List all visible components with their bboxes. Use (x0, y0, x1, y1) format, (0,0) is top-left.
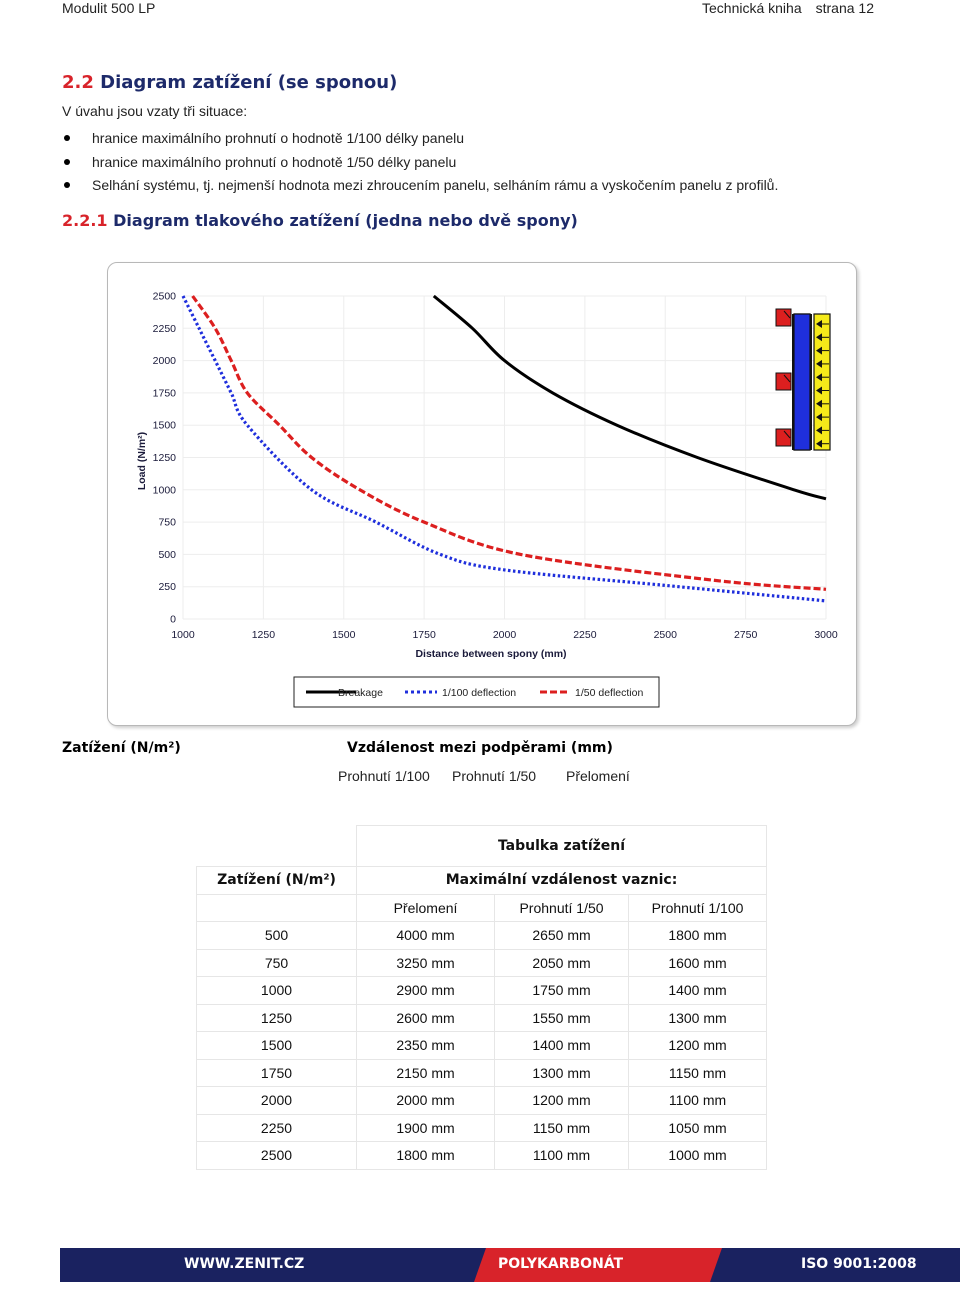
table-row (197, 1059, 767, 1087)
table-load-cell: 2000 (197, 1087, 357, 1115)
section-title: Diagram zatížení (se sponou) (100, 72, 398, 93)
table-distance-cell: 1200 mm (629, 1032, 767, 1060)
header-doc-title: Technická kniha (702, 0, 802, 16)
table-distance-cell: 1100 mm (629, 1087, 767, 1115)
table-distance-cell: 1400 mm (495, 1032, 629, 1060)
list-item: hranice maximálního prohnutí o hodnotě 1/100 délky panelu (62, 128, 778, 152)
table-distance-cell: 1550 mm (495, 1004, 629, 1032)
table-load-cell: 500 (197, 922, 357, 950)
x-tick-label: 1500 (332, 629, 356, 641)
table-row (197, 1087, 767, 1115)
sub-label-1-100: Prohnutí 1/100 (338, 768, 430, 784)
sub-label-breakage: Přelomení (566, 768, 630, 784)
table-distance-cell: 1400 mm (629, 977, 767, 1005)
footer-website[interactable]: WWW.ZENIT.CZ (184, 1256, 305, 1272)
load-label: Zatížení (N/m²) (62, 740, 181, 756)
legend-label-1-50: 1/50 deflection (575, 687, 644, 699)
x-tick-label: 2250 (573, 629, 597, 641)
load-chart (107, 262, 857, 726)
table-distance-header: Maximální vzdálenost vaznic: (357, 867, 767, 895)
header-doc-info (702, 0, 874, 16)
table-distance-cell: 4000 mm (357, 922, 495, 950)
table-row (197, 1114, 767, 1142)
subsection-title: Diagram tlakového zatížení (jedna nebo dvě spony) (113, 211, 578, 230)
legend-label-1-100: 1/100 deflection (442, 687, 517, 699)
series-line-0 (434, 296, 826, 499)
load-chart-svg (108, 263, 856, 725)
table-distance-cell: 2050 mm (495, 949, 629, 977)
table-load-cell: 2250 (197, 1114, 357, 1142)
table-title: Tabulka zatížení (357, 826, 767, 867)
table-distance-cell: 1100 mm (495, 1142, 629, 1170)
legend-label-breakage: Breakage (338, 687, 383, 699)
table-row (197, 977, 767, 1005)
table-distance-cell: 1150 mm (495, 1114, 629, 1142)
table-row (197, 922, 767, 950)
table-load-cell: 1750 (197, 1059, 357, 1087)
footer-banner (60, 1248, 960, 1282)
table-distance-cell: 1200 mm (495, 1087, 629, 1115)
x-tick-label: 2000 (492, 629, 517, 641)
subsection-number: 2.2.1 (62, 211, 108, 230)
list-item: Selhání systému, tj. nejmenší hodnota mezi zhroucením panelu, selháním rámu a vyskočením panelu z profilů. (62, 175, 778, 199)
table-distance-cell: 1000 mm (629, 1142, 767, 1170)
table-distance-cell: 2000 mm (357, 1087, 495, 1115)
x-tick-label: 2750 (733, 629, 758, 641)
y-tick-label: 1500 (152, 419, 176, 432)
table-distance-cell: 2350 mm (357, 1032, 495, 1060)
section-heading (62, 72, 397, 93)
distance-label: Vzdálenost mezi podpěrami (mm) (347, 740, 613, 756)
list-item: hranice maximálního prohnutí o hodnotě 1/50 délky panelu (62, 152, 778, 176)
table-column-header: Prohnutí 1/100 (629, 894, 767, 922)
table-load-header: Zatížení (N/m²) (197, 867, 357, 895)
series-line-2 (193, 296, 826, 589)
table-row (197, 1032, 767, 1060)
y-axis-label: Load (N/m²) (136, 431, 148, 491)
table-load-cell: 1250 (197, 1004, 357, 1032)
table-distance-cell: 3250 mm (357, 949, 495, 977)
header-page-number: strana 12 (815, 0, 874, 16)
y-tick-label: 2250 (152, 322, 176, 335)
y-tick-label: 500 (158, 548, 176, 561)
table-distance-cell: 1050 mm (629, 1114, 767, 1142)
x-axis-label: Distance between spony (mm) (415, 648, 567, 660)
table-row (197, 1142, 767, 1170)
table-column-header: Prohnutí 1/50 (495, 894, 629, 922)
table-distance-cell: 1300 mm (629, 1004, 767, 1032)
chart-legend (294, 677, 659, 707)
panel-clip-illustration (776, 309, 830, 450)
load-table (196, 825, 767, 1170)
x-tick-label: 1250 (251, 629, 276, 641)
y-tick-label: 2500 (152, 290, 176, 303)
x-tick-label: 3000 (814, 629, 838, 641)
y-tick-label: 1250 (152, 452, 176, 464)
y-tick-label: 250 (158, 581, 176, 594)
table-distance-cell: 1300 mm (495, 1059, 629, 1087)
table-load-cell: 2500 (197, 1142, 357, 1170)
table-load-cell: 1500 (197, 1032, 357, 1060)
sub-label-1-50: Prohnutí 1/50 (452, 768, 537, 784)
chart-ticks (153, 291, 838, 642)
footer-iso: ISO 9001:2008 (801, 1256, 917, 1272)
header-product-name: Modulit 500 LP (62, 0, 156, 16)
subsection-heading (62, 211, 578, 230)
table-distance-cell: 1900 mm (357, 1114, 495, 1142)
table-distance-cell: 1800 mm (629, 922, 767, 950)
table-distance-cell: 2900 mm (357, 977, 495, 1005)
y-tick-label: 0 (170, 613, 176, 626)
y-tick-label: 750 (158, 516, 176, 529)
table-distance-cell: 1150 mm (629, 1059, 767, 1087)
table-distance-cell: 1600 mm (629, 949, 767, 977)
table-column-header: Přelomení (357, 894, 495, 922)
table-load-cell: 1000 (197, 977, 357, 1005)
y-tick-label: 1000 (152, 484, 176, 497)
situation-list (62, 128, 778, 199)
x-tick-label: 1750 (412, 629, 436, 641)
x-tick-label: 2500 (653, 629, 677, 641)
table-row (197, 1004, 767, 1032)
section-intro: V úvahu jsou vzaty tři situace: (62, 103, 248, 119)
table-row (197, 949, 767, 977)
x-tick-label: 1000 (171, 629, 195, 641)
y-tick-label: 1750 (152, 387, 176, 400)
table-distance-cell: 2600 mm (357, 1004, 495, 1032)
table-distance-cell: 1750 mm (495, 977, 629, 1005)
table-load-cell: 750 (197, 949, 357, 977)
table-distance-cell: 2150 mm (357, 1059, 495, 1087)
y-tick-label: 2000 (152, 355, 176, 368)
table-distance-cell: 1800 mm (357, 1142, 495, 1170)
table-distance-cell: 2650 mm (495, 922, 629, 950)
section-number: 2.2 (62, 72, 94, 93)
footer-product: POLYKARBONÁT (498, 1256, 624, 1272)
